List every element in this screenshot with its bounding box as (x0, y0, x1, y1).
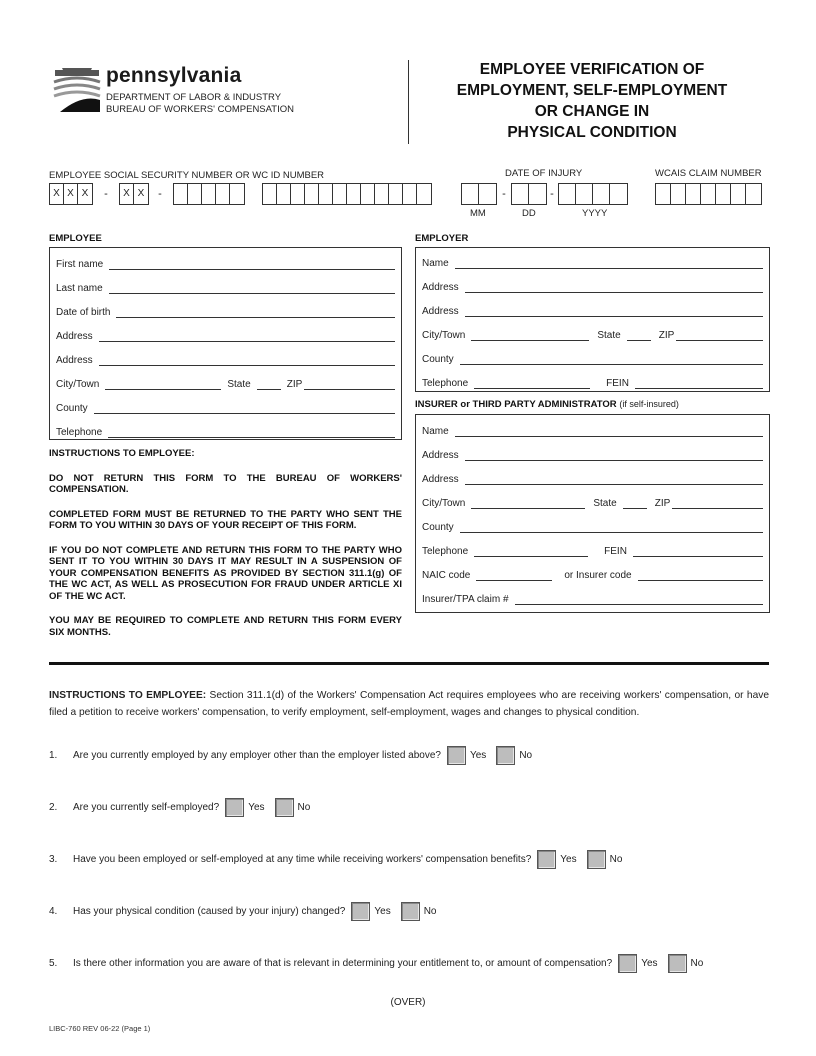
question-3-no-checkbox[interactable] (587, 850, 606, 869)
employee-address2-row: Address (56, 352, 395, 366)
question-4-text: Has your physical condition (caused by your injury) changed? (73, 905, 346, 917)
insurer-claim-field[interactable] (515, 595, 763, 605)
insurer-address-field[interactable] (465, 451, 763, 461)
employer-city-row: City/Town State ZIP (422, 327, 763, 341)
question-5-text: Is there other information you are aware of that is relevant in determining your entitlement to, or amount of compensation? (73, 957, 613, 969)
doi-label: DATE OF INJURY (505, 168, 583, 179)
employee-panel (49, 247, 402, 440)
employer-county-field[interactable] (460, 355, 763, 365)
insurer-panel (415, 414, 770, 613)
employee-telephone-field[interactable] (108, 428, 395, 438)
question-4: 4. Has your physical condition (caused by your injury) changed? Yes No (49, 901, 441, 921)
insurer-state-field[interactable] (623, 499, 647, 509)
ssn-serial-boxes[interactable] (173, 183, 245, 205)
logo-wordmark: pennsylvania (106, 64, 242, 87)
employee-city-field[interactable] (105, 380, 221, 390)
header-divider (408, 60, 409, 144)
insurer-address2-row: Address (422, 471, 763, 485)
question-3-yes-checkbox[interactable] (537, 850, 556, 869)
question-3: 3. Have you been employed or self-employed at any time while receiving workers' compensation benefits? Yes No (49, 849, 626, 869)
over-label: (OVER) (390, 997, 426, 1008)
question-2-text: Are you currently self-employed? (73, 801, 220, 813)
title-line-4: PHYSICAL CONDITION (507, 124, 677, 141)
question-5: 5. Is there other information you are aware of that is relevant in determining your entitlement to, or amount of compensation? Yes No (49, 953, 707, 973)
question-4-no-checkbox[interactable] (401, 902, 420, 921)
ssn-dash: - (104, 188, 108, 200)
employee-last-name-row: Last name (56, 280, 395, 294)
yyyy-label: YYYY (582, 208, 608, 219)
question-2: 2. Are you currently self-employed? Yes No (49, 797, 314, 817)
ssn-label: EMPLOYEE SOCIAL SECURITY NUMBER OR WC ID NUMBER (49, 170, 325, 181)
employee-first-name-row: First name (56, 256, 395, 270)
employer-county-row: County (422, 351, 763, 365)
insurer-heading: INSURER or THIRD PARTY ADMINISTRATOR (if self-insured) (415, 399, 679, 410)
question-2-no-checkbox[interactable] (275, 798, 294, 817)
question-5-no-checkbox[interactable] (668, 954, 687, 973)
insurer-name-field[interactable] (455, 427, 763, 437)
title-line-2: EMPLOYMENT, SELF-EMPLOYMENT (456, 82, 728, 99)
question-5-yes-checkbox[interactable] (618, 954, 637, 973)
insurer-naic-field[interactable] (476, 571, 552, 581)
left-instructions-p3: IF YOU DO NOT COMPLETE AND RETURN THIS FORM TO THE PARTY WHO SENT IT TO YOU WITHIN 30 DAYS IT MAY RESULT IN A SUSPENSION OF YOUR COMPENSATION BENEFITS AS PROVIDED BY SECTION 311.1(g) OF THE WC ACT, AS WELL AS PROSECUTION FOR FRAUD UNDER ARTICLE XI OF THE WC ACT. (49, 544, 402, 602)
employer-city-field[interactable] (471, 331, 589, 341)
insurer-zip-field[interactable] (672, 499, 763, 509)
question-1-no-checkbox[interactable] (496, 746, 515, 765)
employee-first-name-field[interactable] (109, 260, 395, 270)
employer-telephone-row: Telephone FEIN (422, 375, 763, 389)
question-2-yes-checkbox[interactable] (225, 798, 244, 817)
main-instructions-text: Section 311.1(d) of the Workers' Compensation Act requires employees who are receiving workers' compensation, or have filed a petition to receive workers' compensation, to verify employment, self-employment, wages and changes to physical condition. (49, 690, 769, 718)
doi-year-boxes[interactable] (558, 183, 628, 205)
employee-last-name-field[interactable] (109, 284, 395, 294)
main-instructions (49, 687, 769, 721)
doi-month-boxes[interactable] (461, 183, 497, 205)
doi-dash: - (550, 188, 554, 200)
wcais-label: WCAIS CLAIM NUMBER (655, 168, 762, 179)
left-instructions-p2: COMPLETED FORM MUST BE RETURNED TO THE PARTY WHO SENT THE FORM TO YOU WITHIN 30 DAYS OF YOUR RECEIPT OF THIS FORM. (49, 508, 402, 531)
insurer-name-row: Name (422, 423, 763, 437)
insurer-claim-row: Insurer/TPA claim # (422, 591, 763, 605)
left-instructions (49, 448, 402, 638)
employer-name-field[interactable] (455, 259, 763, 269)
employee-dob-field[interactable] (116, 308, 395, 318)
insurer-telephone-row: Telephone FEIN (422, 543, 763, 557)
employer-fein-field[interactable] (635, 379, 763, 389)
insurer-fein-field[interactable] (633, 547, 763, 557)
employer-address-field[interactable] (465, 283, 763, 293)
employee-heading: EMPLOYEE (49, 233, 102, 244)
employer-panel (415, 247, 770, 392)
keystone-logo-icon (52, 64, 102, 114)
employer-address2-row: Address (422, 303, 763, 317)
wc-id-boxes[interactable] (262, 183, 432, 205)
employer-heading: EMPLOYER (415, 233, 469, 244)
employer-telephone-field[interactable] (474, 379, 590, 389)
employer-address2-field[interactable] (465, 307, 763, 317)
insurer-county-row: County (422, 519, 763, 533)
question-3-text: Have you been employed or self-employed at any time while receiving workers' compensation benefits? (73, 853, 532, 865)
insurer-city-field[interactable] (471, 499, 585, 509)
employee-county-field[interactable] (94, 404, 395, 414)
employee-telephone-row: Telephone (56, 424, 395, 438)
employee-address-field[interactable] (99, 332, 395, 342)
section-divider (49, 662, 769, 665)
question-1: 1. Are you currently employed by any employer other than the employer listed above? Yes No (49, 745, 536, 765)
form-title (420, 59, 764, 143)
employee-address2-field[interactable] (99, 356, 395, 366)
question-1-text: Are you currently employed by any employer other than the employer listed above? (73, 749, 441, 761)
employer-state-field[interactable] (627, 331, 651, 341)
insurer-naic-row: NAIC code or Insurer code (422, 567, 763, 581)
insurer-county-field[interactable] (460, 523, 763, 533)
form-code: LIBC-760 REV 06-22 (Page 1) (49, 1024, 151, 1033)
employee-zip-field[interactable] (304, 380, 395, 390)
insurer-code-field[interactable] (638, 571, 763, 581)
employee-address-row: Address (56, 328, 395, 342)
ssn-area-boxes[interactable]: X X X (49, 183, 93, 205)
ssn-dash: - (158, 188, 162, 200)
ssn-group-boxes[interactable]: X X (119, 183, 149, 205)
left-instructions-p4: YOU MAY BE REQUIRED TO COMPLETE AND RETURN THIS FORM EVERY SIX MONTHS. (49, 615, 402, 638)
insurer-address-row: Address (422, 447, 763, 461)
insurer-address2-field[interactable] (465, 475, 763, 485)
wcais-claim-boxes[interactable] (655, 183, 762, 205)
employer-name-row: Name (422, 255, 763, 269)
employee-dob-row: Date of birth (56, 304, 395, 318)
employer-address-row: Address (422, 279, 763, 293)
main-instructions-lead: INSTRUCTIONS TO EMPLOYEE: (49, 690, 207, 701)
employee-state-field[interactable] (257, 380, 281, 390)
employee-city-row: City/Town State ZIP (56, 376, 395, 390)
doi-dash: - (502, 188, 506, 200)
title-line-3: OR CHANGE IN (534, 103, 650, 120)
dd-label: DD (522, 208, 536, 219)
mm-label: MM (470, 208, 486, 219)
insurer-telephone-field[interactable] (474, 547, 588, 557)
department-name: DEPARTMENT OF LABOR & INDUSTRY (106, 92, 282, 103)
question-4-yes-checkbox[interactable] (351, 902, 370, 921)
title-line-1: EMPLOYEE VERIFICATION OF (479, 61, 705, 78)
pa-logo (52, 64, 102, 114)
bureau-name: BUREAU OF WORKERS' COMPENSATION (106, 104, 294, 115)
employer-zip-field[interactable] (676, 331, 763, 341)
doi-day-boxes[interactable] (511, 183, 547, 205)
left-instructions-heading: INSTRUCTIONS TO EMPLOYEE: (49, 448, 195, 459)
insurer-city-row: City/Town State ZIP (422, 495, 763, 509)
question-1-yes-checkbox[interactable] (447, 746, 466, 765)
employee-county-row: County (56, 400, 395, 414)
left-instructions-p1: DO NOT RETURN THIS FORM TO THE BUREAU OF WORKERS' COMPENSATION. (49, 472, 402, 495)
